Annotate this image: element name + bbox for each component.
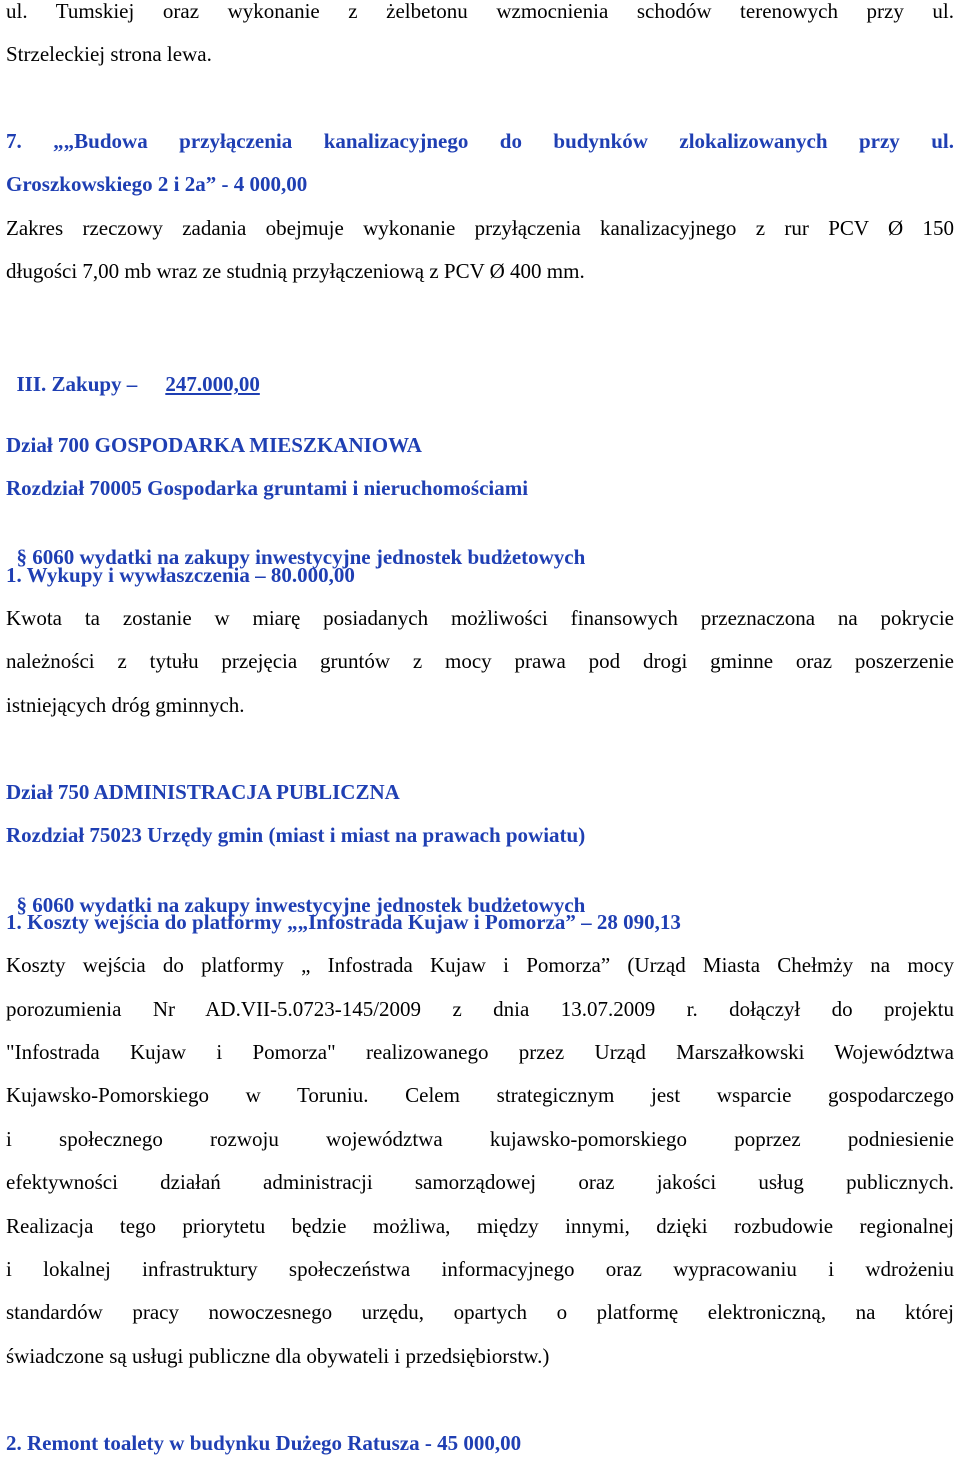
- body-text-line: ul. Tumskiej oraz wykonanie z żelbetonu wzmocnienia schodów terenowych przy ul.: [6, 0, 954, 23]
- chapter-heading: Rozdział 75023 Urzędy gmin (miast i miast na prawach powiatu): [6, 823, 586, 847]
- section-sign-icon: §: [16, 893, 27, 917]
- task-heading: Groszkowskiego 2 i 2a” - 4 000,00: [6, 172, 308, 196]
- body-text-line: Kujawsko-Pomorskiego w Toruniu. Celem strategicznym jest wsparcie gospodarczego: [6, 1083, 954, 1107]
- section-title: III. Zakupy –: [16, 372, 138, 396]
- body-text-line: świadczone są usługi publiczne dla obywateli i przedsiębiorstw.): [6, 1344, 550, 1368]
- body-text-line: porozumienia Nr AD.VII-5.0723-145/2009 z dnia 13.07.2009 r. dołączył do projektu: [6, 997, 954, 1021]
- task-heading: 7. „„Budowa przyłączenia kanalizacyjnego do budynków zlokalizowanych przy ul.: [6, 129, 954, 153]
- body-text-line: długości 7,00 mb wraz ze studnią przyłączeniową z PCV Ø 400 mm.: [6, 259, 585, 283]
- section-sign-icon: §: [16, 545, 27, 569]
- body-text-line: i społecznego rozwoju województwa kujawsko-pomorskiego poprzez podniesienie: [6, 1127, 954, 1151]
- division-heading: Dział 750 ADMINISTRACJA PUBLICZNA: [6, 780, 400, 804]
- paragraph-title: 6060 wydatki na zakupy inwestycyjne jednostek budżetowych: [32, 893, 586, 917]
- chapter-heading: Rozdział 70005 Gospodarka gruntami i nieruchomościami: [6, 476, 529, 500]
- body-text-line: Zakres rzeczowy zadania obejmuje wykonanie przyłączenia kanalizacyjnego z rur PCV Ø 150: [6, 216, 954, 240]
- item-heading: 2. Remont toalety w budynku Dużego Ratusza - 45 000,00: [6, 1431, 522, 1455]
- body-text-line: i lokalnej infrastruktury społeczeństwa informacyjnego oraz wypracowaniu i wdrożeniu: [6, 1257, 954, 1281]
- body-text-line: standardów pracy nowoczesnego urzędu, opartych o platformę elektroniczną, na której: [6, 1300, 954, 1324]
- body-text-line: Kwota ta zostanie w miarę posiadanych możliwości finansowych przeznaczona na pokrycie: [6, 606, 954, 630]
- item-heading: 1. Koszty wejścia do platformy „„Infostrada Kujaw i Pomorza” – 28 090,13: [6, 910, 681, 934]
- section-amount: 247.000,00: [165, 372, 260, 396]
- division-heading: Dział 700 GOSPODARKA MIESZKANIOWA: [6, 433, 422, 457]
- body-text-line: efektywności działań administracji samorządowej oraz jakości usług publicznych.: [6, 1170, 954, 1194]
- body-text-line: "Infostrada Kujaw i Pomorza" realizowanego przez Urząd Marszałkowski Województwa: [6, 1040, 954, 1064]
- body-text-line: Koszty wejścia do platformy „ Infostrada Kujaw i Pomorza” (Urząd Miasta Chełmży na mocy: [6, 953, 954, 977]
- body-text-line: Strzeleckiej strona lewa.: [6, 42, 212, 66]
- body-text-line: należności z tytułu przejęcia gruntów z mocy prawa pod drogi gminne oraz poszerzenie: [6, 649, 954, 673]
- section-heading-zakupy: [6, 345, 954, 397]
- body-text-line: istniejących dróg gminnych.: [6, 693, 245, 717]
- item-heading: 1. Wykupy i wywłaszczenia – 80.000,00: [6, 563, 355, 587]
- body-text-line: Realizacja tego priorytetu będzie możliwa, między innymi, dzięki rozbudowie regionalnej: [6, 1214, 954, 1238]
- paragraph-title: 6060 wydatki na zakupy inwestycyjne jednostek budżetowych: [32, 545, 586, 569]
